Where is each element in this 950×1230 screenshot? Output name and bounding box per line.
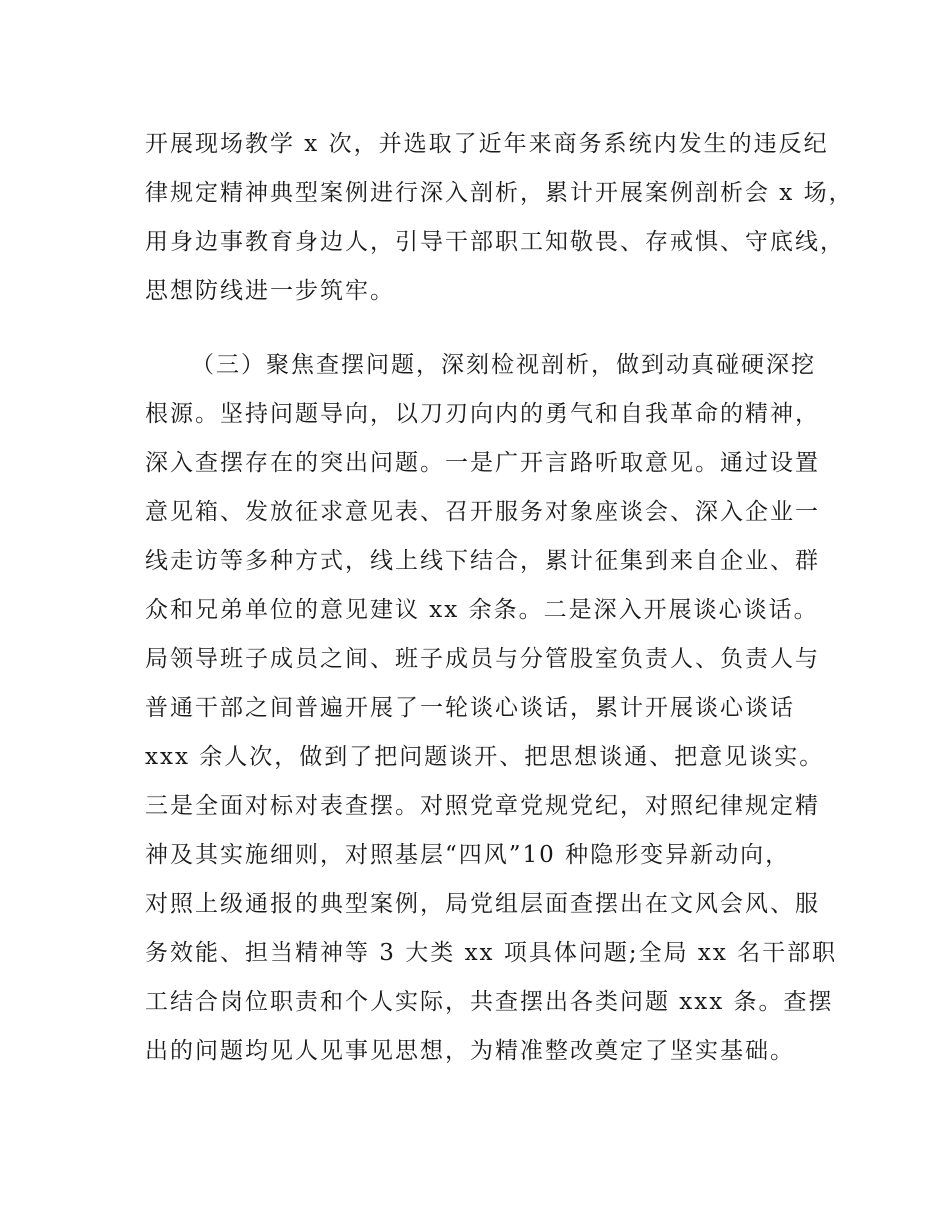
- paragraph-2-line: 出的问题均见人见事见思想，为精准整改奠定了坚实基础。: [145, 1038, 795, 1064]
- paragraph-2-line: 意见箱、发放征求意见表、召开服务对象座谈会、深入企业一: [145, 499, 820, 525]
- paragraph-2-line: 局领导班子成员之间、班子成员与分管股室负责人、负责人与: [145, 646, 820, 672]
- paragraph-1-line: 用身边事教育身边人，引导干部职工知敬畏、存戒惧、守底线，: [145, 229, 845, 255]
- paragraph-1-line: 律规定精神典型案例进行深入剖析，累计开展案例剖析会 x 场，: [145, 180, 854, 206]
- paragraph-2-line: 神及其实施细则，对照基层“四风”10 种隐形变异新动向，: [145, 842, 791, 868]
- paragraph-2-line: 众和兄弟单位的意见建议 xx 余条。二是深入开展谈心谈话。: [145, 597, 819, 623]
- section-heading-line: （三）聚焦查摆问题，深刻检视剖析，做到动真碰硬深挖: [191, 352, 816, 378]
- paragraph-2-line: 普通干部之间普遍开展了一轮谈心谈话，累计开展谈心谈话: [145, 695, 795, 721]
- paragraph-1-line: 开展现场教学 x 次，并选取了近年来商务系统内发生的违反纪: [145, 131, 829, 157]
- paragraph-2-line: 三是全面对标对表查摆。对照党章党规党纪，对照纪律规定精: [145, 793, 820, 819]
- paragraph-2-line: xxx 余人次，做到了把问题谈开、把思想谈通、把意见谈实。: [145, 744, 825, 770]
- paragraph-2-line: 对照上级通报的典型案例，局党组层面查摆出在文风会风、服: [145, 891, 820, 917]
- paragraph-2-line: 深入查摆存在的突出问题。一是广开言路听取意见。通过设置: [145, 450, 820, 476]
- paragraph-2-line: 根源。坚持问题导向，以刀刃向内的勇气和自我革命的精神，: [145, 401, 820, 427]
- paragraph-2-line: 线走访等多种方式，线上线下结合，累计征集到来自企业、群: [145, 548, 820, 574]
- paragraph-1-line: 思想防线进一步筑牢。: [145, 278, 395, 304]
- paragraph-2-line: 务效能、担当精神等 3 大类 xx 项具体问题;全局 xx 名干部职: [145, 940, 838, 966]
- paragraph-2: [145, 341, 838, 1076]
- paragraph-2-line: 工结合岗位职责和个人实际，共查摆出各类问题 xxx 条。查摆: [145, 989, 834, 1015]
- paragraph-1: [145, 120, 854, 316]
